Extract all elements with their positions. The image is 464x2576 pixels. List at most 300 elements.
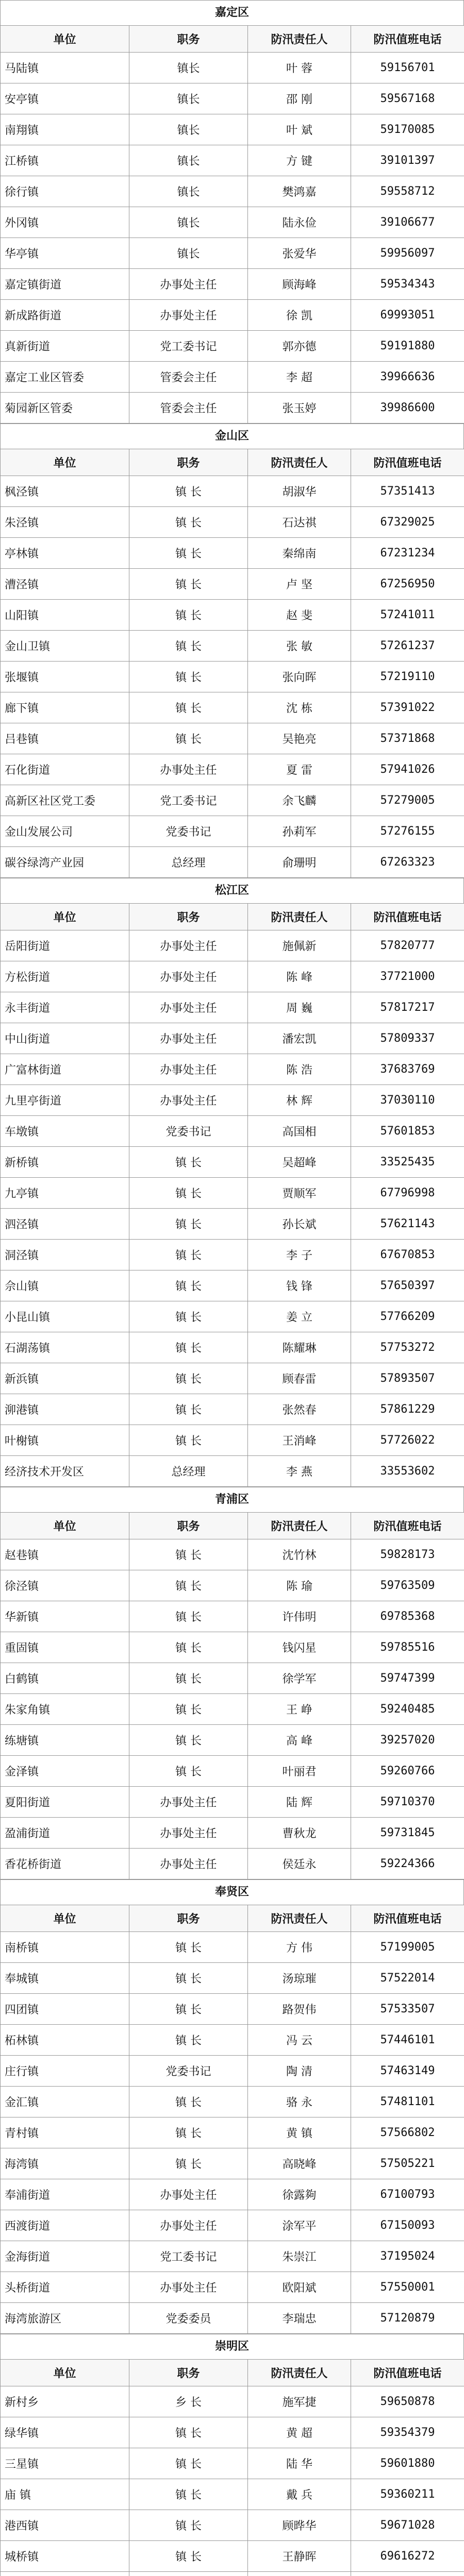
table-row bbox=[1, 300, 464, 331]
cell-phone: 57809337 bbox=[351, 1023, 464, 1054]
cell-post: 办事处主任 bbox=[129, 1818, 248, 1849]
cell-phone: 67796998 bbox=[351, 1178, 464, 1209]
cell-phone: 69616272 bbox=[351, 2541, 464, 2572]
table-row bbox=[1, 1818, 464, 1849]
cell-unit bbox=[1, 2572, 129, 2576]
cell-post: 镇 长 bbox=[129, 1932, 248, 1963]
cell-person: 欧阳斌 bbox=[248, 2272, 351, 2303]
cell-unit: 新成路街道 bbox=[1, 300, 129, 331]
cell-phone: 57120879 bbox=[351, 2303, 464, 2334]
cell-phone: 37195024 bbox=[351, 2241, 464, 2272]
header-row bbox=[1, 904, 464, 930]
cell-post: 镇 长 bbox=[129, 2479, 248, 2510]
cell-unit: 九亭镇 bbox=[1, 1178, 129, 1209]
cell-phone: 39986600 bbox=[351, 393, 464, 423]
cell-phone: 59710370 bbox=[351, 1787, 464, 1818]
cell-person: 方 键 bbox=[248, 145, 351, 176]
table-row bbox=[1, 83, 464, 114]
cell-post: 办事处主任 bbox=[129, 1849, 248, 1879]
cell-person: 陈 浩 bbox=[248, 1054, 351, 1085]
cell-person: 李 超 bbox=[248, 362, 351, 393]
cell-person: 陈 瑜 bbox=[248, 1570, 351, 1601]
cell-person: 施佩新 bbox=[248, 930, 351, 961]
cell-unit: 庄行镇 bbox=[1, 2056, 129, 2087]
cell-post: 镇 长 bbox=[129, 1601, 248, 1632]
table-row bbox=[1, 1787, 464, 1818]
cell-unit: 头桥街道 bbox=[1, 2272, 129, 2303]
cell-unit: 夏阳街道 bbox=[1, 1787, 129, 1818]
table-row bbox=[1, 692, 464, 723]
cell-phone: 57481101 bbox=[351, 2087, 464, 2117]
cell-person: 路贺伟 bbox=[248, 1994, 351, 2025]
cell-person: 黄 镇 bbox=[248, 2117, 351, 2148]
contacts-table bbox=[0, 1905, 464, 2334]
table-row bbox=[1, 1425, 464, 1456]
table-row bbox=[1, 2056, 464, 2087]
cell-post: 镇 长 bbox=[129, 1539, 248, 1570]
cell-post: 党委书记 bbox=[129, 2056, 248, 2087]
cell-person: 许伟明 bbox=[248, 1601, 351, 1632]
cell-unit: 柘林镇 bbox=[1, 2025, 129, 2056]
cell-person: 吴艳亮 bbox=[248, 723, 351, 754]
cell-post: 镇 长 bbox=[129, 2541, 248, 2572]
table-row bbox=[1, 207, 464, 238]
cell-person: 林 辉 bbox=[248, 1085, 351, 1116]
cell-post: 镇 长 bbox=[129, 507, 248, 538]
cell-unit: 青村镇 bbox=[1, 2117, 129, 2148]
cell-person: 张向晖 bbox=[248, 662, 351, 692]
table-row bbox=[1, 1178, 464, 1209]
cell-person: 高国相 bbox=[248, 1116, 351, 1147]
table-row bbox=[1, 1085, 464, 1116]
cell-phone: 57550001 bbox=[351, 2272, 464, 2303]
contacts-table bbox=[0, 25, 464, 423]
table-row bbox=[1, 992, 464, 1023]
district-section bbox=[0, 0, 464, 423]
cell-phone: 67100793 bbox=[351, 2179, 464, 2210]
header-person: 防汛责任人 bbox=[248, 904, 351, 930]
cell-unit: 新桥镇 bbox=[1, 1147, 129, 1178]
cell-post: 镇 长 bbox=[129, 1147, 248, 1178]
table-row bbox=[1, 176, 464, 207]
cell-person: 黄 超 bbox=[248, 2417, 351, 2448]
cell-unit: 安亭镇 bbox=[1, 83, 129, 114]
cell-post: 镇长 bbox=[129, 145, 248, 176]
cell-person: 沈 栋 bbox=[248, 692, 351, 723]
cell-person: 陆 华 bbox=[248, 2448, 351, 2479]
cell-post: 镇长 bbox=[129, 53, 248, 83]
cell-phone: 69785368 bbox=[351, 1601, 464, 1632]
table-row bbox=[1, 1332, 464, 1363]
cell-unit: 经济技术开发区 bbox=[1, 1456, 129, 1487]
cell-phone: 57861229 bbox=[351, 1394, 464, 1425]
cell-phone: 59956097 bbox=[351, 238, 464, 269]
cell-unit: 南翔镇 bbox=[1, 114, 129, 145]
cell-phone: 37721000 bbox=[351, 961, 464, 992]
cell-phone: 57351413 bbox=[351, 476, 464, 507]
cell-person: 方 伟 bbox=[248, 1932, 351, 1963]
cell-unit: 高新区社区党工委 bbox=[1, 785, 129, 816]
cell-unit: 徐泾镇 bbox=[1, 1570, 129, 1601]
header-row bbox=[1, 1905, 464, 1932]
cell-post: 镇 长 bbox=[129, 1425, 248, 1456]
table-row bbox=[1, 2448, 464, 2479]
cell-post: 镇 长 bbox=[129, 1363, 248, 1394]
cell-post: 镇 长 bbox=[129, 2417, 248, 2448]
cell-post: 镇 长 bbox=[129, 1994, 248, 2025]
cell-post: 镇 长 bbox=[129, 600, 248, 631]
header-unit: 单位 bbox=[1, 1905, 129, 1932]
cell-phone: 59170085 bbox=[351, 114, 464, 145]
district-title: 青浦区 bbox=[0, 1487, 464, 1512]
cell-unit: 金山卫镇 bbox=[1, 631, 129, 662]
cell-post: 办事处主任 bbox=[129, 2272, 248, 2303]
cell-phone: 59671028 bbox=[351, 2510, 464, 2541]
cell-unit: 重固镇 bbox=[1, 1632, 129, 1663]
cell-post: 镇 长 bbox=[129, 1725, 248, 1756]
cell-unit: 盈浦街道 bbox=[1, 1818, 129, 1849]
cell-person: 张玉婷 bbox=[248, 393, 351, 423]
cell-person: 李 燕 bbox=[248, 1456, 351, 1487]
cell-person: 顾海峰 bbox=[248, 269, 351, 300]
table-row bbox=[1, 1632, 464, 1663]
cell-post: 镇 长 bbox=[129, 2510, 248, 2541]
cell-post: 镇长 bbox=[129, 207, 248, 238]
header-phone: 防汛值班电话 bbox=[351, 1513, 464, 1539]
table-row bbox=[1, 238, 464, 269]
cell-post: 办事处主任 bbox=[129, 1054, 248, 1085]
cell-phone: 59828173 bbox=[351, 1539, 464, 1570]
cell-post: 镇长 bbox=[129, 238, 248, 269]
cell-unit: 嘉定工业区管委 bbox=[1, 362, 129, 393]
cell-phone: 59260766 bbox=[351, 1756, 464, 1787]
cell-unit: 张堰镇 bbox=[1, 662, 129, 692]
cell-post bbox=[129, 2572, 248, 2576]
cell-unit: 海湾镇 bbox=[1, 2148, 129, 2179]
cell-unit: 泗泾镇 bbox=[1, 1209, 129, 1240]
cell-unit: 城桥镇 bbox=[1, 2541, 129, 2572]
cell-post: 镇 长 bbox=[129, 692, 248, 723]
table-row bbox=[1, 53, 464, 83]
cell-unit: 江桥镇 bbox=[1, 145, 129, 176]
table-row bbox=[1, 961, 464, 992]
cell-person: 朱崇江 bbox=[248, 2241, 351, 2272]
table-row bbox=[1, 1849, 464, 1879]
cell-unit: 广富林街道 bbox=[1, 1054, 129, 1085]
header-phone: 防汛值班电话 bbox=[351, 1905, 464, 1932]
table-row bbox=[1, 2417, 464, 2448]
cell-phone: 57566802 bbox=[351, 2117, 464, 2148]
cell-post: 镇 长 bbox=[129, 538, 248, 569]
cell-phone: 57817217 bbox=[351, 992, 464, 1023]
cell-post: 党工委书记 bbox=[129, 2241, 248, 2272]
cell-unit: 漕泾镇 bbox=[1, 569, 129, 600]
cell-post: 镇 长 bbox=[129, 1663, 248, 1694]
cell-person: 沈竹林 bbox=[248, 1539, 351, 1570]
cell-person: 叶 蓉 bbox=[248, 53, 351, 83]
cell-phone: 33525435 bbox=[351, 1147, 464, 1178]
cell-post: 党委书记 bbox=[129, 816, 248, 847]
cell-unit: 车墩镇 bbox=[1, 1116, 129, 1147]
cell-person: 汤琼璀 bbox=[248, 1963, 351, 1994]
cell-phone: 57219110 bbox=[351, 662, 464, 692]
table-row bbox=[1, 1394, 464, 1425]
header-unit: 单位 bbox=[1, 904, 129, 930]
header-phone: 防汛值班电话 bbox=[351, 449, 464, 476]
table-row bbox=[1, 393, 464, 423]
cell-person: 骆 永 bbox=[248, 2087, 351, 2117]
table-row bbox=[1, 1301, 464, 1332]
table-row bbox=[1, 1240, 464, 1270]
table-row bbox=[1, 1054, 464, 1085]
table-row bbox=[1, 2479, 464, 2510]
table-row bbox=[1, 1756, 464, 1787]
cell-person: 曹秋龙 bbox=[248, 1818, 351, 1849]
cell-phone: 57522014 bbox=[351, 1963, 464, 1994]
header-person: 防汛责任人 bbox=[248, 2360, 351, 2386]
cell-post: 镇 长 bbox=[129, 2448, 248, 2479]
cell-phone: 37030110 bbox=[351, 1085, 464, 1116]
cell-post: 办事处主任 bbox=[129, 992, 248, 1023]
cell-phone: 57753272 bbox=[351, 1332, 464, 1363]
cell-post: 党委书记 bbox=[129, 1116, 248, 1147]
table-row bbox=[1, 1023, 464, 1054]
table-row bbox=[1, 1147, 464, 1178]
cell-post: 党委委员 bbox=[129, 2303, 248, 2334]
cell-phone: 57446101 bbox=[351, 2025, 464, 2056]
table-row bbox=[1, 269, 464, 300]
cell-phone: 57893507 bbox=[351, 1363, 464, 1394]
cell-phone: 59354379 bbox=[351, 2417, 464, 2448]
table-row bbox=[1, 2241, 464, 2272]
cell-unit: 练塘镇 bbox=[1, 1725, 129, 1756]
cell-phone: 37683769 bbox=[351, 1054, 464, 1085]
cell-person: 陈 峰 bbox=[248, 961, 351, 992]
cell-unit: 奉城镇 bbox=[1, 1963, 129, 1994]
cell-post: 办事处主任 bbox=[129, 1023, 248, 1054]
contacts-table bbox=[0, 449, 464, 878]
cell-post: 镇 长 bbox=[129, 631, 248, 662]
cell-phone: 67231234 bbox=[351, 538, 464, 569]
cell-person: 徐学军 bbox=[248, 1663, 351, 1694]
cell-person: 胡淑华 bbox=[248, 476, 351, 507]
cell-post: 镇 长 bbox=[129, 1178, 248, 1209]
cell-person: 陆永俭 bbox=[248, 207, 351, 238]
cell-phone: 59601880 bbox=[351, 2448, 464, 2479]
cell-unit: 金山发展公司 bbox=[1, 816, 129, 847]
cell-person: 侯廷永 bbox=[248, 1849, 351, 1879]
district-section bbox=[0, 423, 464, 878]
cell-unit: 新浜镇 bbox=[1, 1363, 129, 1394]
cell-unit: 三星镇 bbox=[1, 2448, 129, 2479]
cell-post: 镇 长 bbox=[129, 1694, 248, 1725]
cell-unit: 九里亭街道 bbox=[1, 1085, 129, 1116]
header-person: 防汛责任人 bbox=[248, 1513, 351, 1539]
cell-unit: 赵巷镇 bbox=[1, 1539, 129, 1570]
header-unit: 单位 bbox=[1, 26, 129, 53]
cell-person: 潘宏凯 bbox=[248, 1023, 351, 1054]
cell-phone: 59360211 bbox=[351, 2479, 464, 2510]
contacts-table bbox=[0, 2359, 464, 2576]
cell-post: 党工委书记 bbox=[129, 331, 248, 362]
contacts-table bbox=[0, 903, 464, 1487]
table-row bbox=[1, 754, 464, 785]
cell-phone: 39106677 bbox=[351, 207, 464, 238]
table-row bbox=[1, 1932, 464, 1963]
table-row bbox=[1, 569, 464, 600]
table-row bbox=[1, 2179, 464, 2210]
table-row bbox=[1, 476, 464, 507]
header-post: 职务 bbox=[129, 449, 248, 476]
table-row bbox=[1, 2117, 464, 2148]
header-post: 职务 bbox=[129, 1513, 248, 1539]
cell-person: 陆 辉 bbox=[248, 1787, 351, 1818]
cell-unit: 金汇镇 bbox=[1, 2087, 129, 2117]
cell-person: 孙长斌 bbox=[248, 1209, 351, 1240]
cell-phone: 57726022 bbox=[351, 1425, 464, 1456]
district-title: 嘉定区 bbox=[0, 0, 464, 25]
cell-person: 樊鸿嘉 bbox=[248, 176, 351, 207]
table-row bbox=[1, 331, 464, 362]
table-row bbox=[1, 145, 464, 176]
cell-person: 吴超峰 bbox=[248, 1147, 351, 1178]
cell-post: 镇 长 bbox=[129, 1570, 248, 1601]
table-row bbox=[1, 2272, 464, 2303]
cell-post: 镇 长 bbox=[129, 2117, 248, 2148]
cell-unit: 马陆镇 bbox=[1, 53, 129, 83]
cell-unit: 徐行镇 bbox=[1, 176, 129, 207]
district-title: 金山区 bbox=[0, 423, 464, 449]
header-post: 职务 bbox=[129, 1905, 248, 1932]
cell-person: 徐露夠 bbox=[248, 2179, 351, 2210]
table-row bbox=[1, 1570, 464, 1601]
cell-phone: 39101397 bbox=[351, 145, 464, 176]
table-row bbox=[1, 2148, 464, 2179]
cell-unit: 洞泾镇 bbox=[1, 1240, 129, 1270]
cell-phone: 57941026 bbox=[351, 754, 464, 785]
cell-post: 镇 长 bbox=[129, 1301, 248, 1332]
cell-person: 钱 锋 bbox=[248, 1270, 351, 1301]
cell-person: 高 峰 bbox=[248, 1725, 351, 1756]
table-row bbox=[1, 1963, 464, 1994]
cell-unit: 岳阳街道 bbox=[1, 930, 129, 961]
cell-person: 卢 坚 bbox=[248, 569, 351, 600]
cell-post: 镇 长 bbox=[129, 1756, 248, 1787]
cell-person: 陈耀琳 bbox=[248, 1332, 351, 1363]
table-row bbox=[1, 507, 464, 538]
cell-person: 姜 立 bbox=[248, 1301, 351, 1332]
table-row bbox=[1, 1539, 464, 1570]
cell-phone: 57820777 bbox=[351, 930, 464, 961]
cell-post: 镇 长 bbox=[129, 1632, 248, 1663]
cell-phone: 59240485 bbox=[351, 1694, 464, 1725]
cell-unit: 香花桥街道 bbox=[1, 1849, 129, 1879]
cell-unit: 廊下镇 bbox=[1, 692, 129, 723]
cell-unit: 佘山镇 bbox=[1, 1270, 129, 1301]
table-row bbox=[1, 114, 464, 145]
header-unit: 单位 bbox=[1, 449, 129, 476]
cell-person: 张爱华 bbox=[248, 238, 351, 269]
cell-phone: 67150093 bbox=[351, 2210, 464, 2241]
cell-person: 高晓峰 bbox=[248, 2148, 351, 2179]
table-row bbox=[1, 2386, 464, 2417]
cell-unit: 方松街道 bbox=[1, 961, 129, 992]
table-row bbox=[1, 1116, 464, 1147]
district-title: 崇明区 bbox=[0, 2334, 464, 2359]
cell-person: 郭亦德 bbox=[248, 331, 351, 362]
cell-unit: 绿华镇 bbox=[1, 2417, 129, 2448]
cell-phone: 69993051 bbox=[351, 300, 464, 331]
cell-post: 管委会主任 bbox=[129, 362, 248, 393]
cell-unit: 吕巷镇 bbox=[1, 723, 129, 754]
cell-person: 叶丽君 bbox=[248, 1756, 351, 1787]
cell-post: 乡 长 bbox=[129, 2386, 248, 2417]
table-row bbox=[1, 1663, 464, 1694]
table-row bbox=[1, 930, 464, 961]
cell-unit: 外冈镇 bbox=[1, 207, 129, 238]
table-row bbox=[1, 785, 464, 816]
district-section bbox=[0, 2334, 464, 2576]
cell-unit: 港西镇 bbox=[1, 2510, 129, 2541]
cell-person: 俞珊明 bbox=[248, 847, 351, 878]
cell-post: 镇长 bbox=[129, 83, 248, 114]
cell-person: 贾顺军 bbox=[248, 1178, 351, 1209]
cell-phone: 57766209 bbox=[351, 1301, 464, 1332]
cell-unit: 小昆山镇 bbox=[1, 1301, 129, 1332]
cell-post: 办事处主任 bbox=[129, 961, 248, 992]
cell-phone: 33553602 bbox=[351, 1456, 464, 1487]
cell-person: 周 巍 bbox=[248, 992, 351, 1023]
cell-phone: 57650397 bbox=[351, 1270, 464, 1301]
table-row bbox=[1, 538, 464, 569]
table-row bbox=[1, 1363, 464, 1394]
header-person: 防汛责任人 bbox=[248, 449, 351, 476]
cell-unit: 石化街道 bbox=[1, 754, 129, 785]
cell-post: 管委会主任 bbox=[129, 393, 248, 423]
header-post: 职务 bbox=[129, 904, 248, 930]
header-row bbox=[1, 26, 464, 53]
table-row bbox=[1, 2510, 464, 2541]
cell-person: 徐 凯 bbox=[248, 300, 351, 331]
cell-post: 办事处主任 bbox=[129, 930, 248, 961]
cell-unit: 华亭镇 bbox=[1, 238, 129, 269]
cell-post: 办事处主任 bbox=[129, 2179, 248, 2210]
cell-unit: 金海街道 bbox=[1, 2241, 129, 2272]
table-row bbox=[1, 1694, 464, 1725]
table-row bbox=[1, 2087, 464, 2117]
cell-post: 办事处主任 bbox=[129, 269, 248, 300]
table-row bbox=[1, 2025, 464, 2056]
cell-person: 邵 刚 bbox=[248, 83, 351, 114]
cell-post: 办事处主任 bbox=[129, 754, 248, 785]
cell-phone: 57601853 bbox=[351, 1116, 464, 1147]
cell-unit: 枫泾镇 bbox=[1, 476, 129, 507]
cell-unit: 永丰街道 bbox=[1, 992, 129, 1023]
cell-unit: 嘉定镇街道 bbox=[1, 269, 129, 300]
cell-unit: 南桥镇 bbox=[1, 1932, 129, 1963]
cell-phone: 57199005 bbox=[351, 1932, 464, 1963]
cell-unit: 白鹤镇 bbox=[1, 1663, 129, 1694]
district-section bbox=[0, 1487, 464, 1879]
cell-unit: 碳谷绿湾产业园 bbox=[1, 847, 129, 878]
cell-unit: 海湾旅游区 bbox=[1, 2303, 129, 2334]
cell-person: 戴 兵 bbox=[248, 2479, 351, 2510]
table-row bbox=[1, 1601, 464, 1632]
cell-person: 李瑞忠 bbox=[248, 2303, 351, 2334]
cell-person bbox=[248, 2572, 351, 2576]
table-row bbox=[1, 1725, 464, 1756]
cell-phone: 57505221 bbox=[351, 2148, 464, 2179]
